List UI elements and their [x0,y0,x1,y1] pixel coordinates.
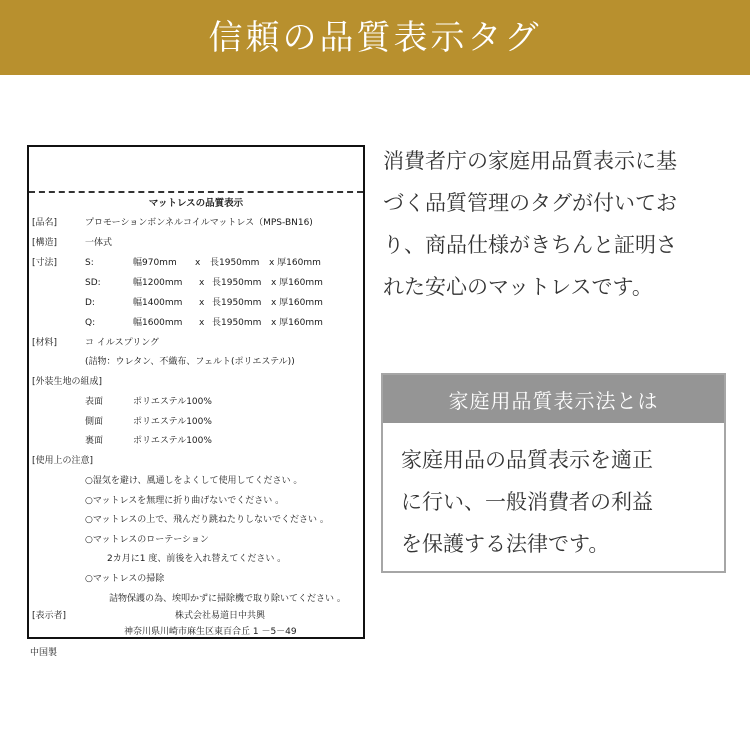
law-box-line: 家庭用品の品質表示を適正 [401,448,653,472]
product-name-label: [品名] [32,218,58,228]
fabric-value: ポリエステル100% [133,417,212,427]
description-line: れた安心のマットレスです。 [383,275,653,299]
law-box-line: を保護する法律です。 [401,532,610,556]
dim-x: x [199,298,205,308]
caution-item: ○マットレスを無理に折り曲げないでください 。 [85,496,285,506]
law-box-title: 家庭用品質表示法とは [383,375,724,423]
fabric-value: ポリエステル100% [133,436,212,446]
tag-title: マットレスの品質表示 [148,198,244,209]
dim-size: D: [85,298,95,308]
dim-thickness: x 厚160mm [271,278,323,288]
product-name-value: プロモーションボンネルコイルマットレス（MPS-BN16) [85,218,313,228]
fabric-part: 裏面 [85,436,104,446]
description-line: づく品質管理のタグが付いてお [383,191,677,215]
dim-length: 長1950mm [212,278,262,288]
material-value: コ イルスプリング [85,338,160,348]
dim-width: 幅970mm [133,258,177,268]
tag-dashed-divider [29,191,363,193]
caution-item: ○マットレスのローテーション [85,535,209,545]
law-box-body [383,423,724,565]
dimensions-label: [寸法] [32,258,58,268]
law-info-box [381,373,726,573]
law-box-line: に行い、一般消費者の利益 [401,490,653,514]
made-in-label: 中国製 [30,648,58,658]
labeler-label: [表示者] [32,611,67,621]
caution-label: [使用上の注意] [32,456,94,466]
caution-item: ○マットレスの掃除 [85,574,165,584]
quality-tag [27,145,365,639]
dim-size: S: [85,258,94,268]
dim-thickness: x 厚160mm [271,298,323,308]
fabric-part: 表面 [85,397,104,407]
dim-x: x [195,258,201,268]
description-text [383,140,728,308]
description-line: り、商品仕様がきちんと証明さ [383,233,677,257]
structure-label: [構造] [32,238,58,248]
description-line: 消費者庁の家庭用品質表示に基 [383,149,677,173]
fabric-part: 側面 [85,417,104,427]
caution-item: ○湿気を避け、風通しをよくして使用してください 。 [85,476,303,486]
dim-width: 幅1600mm [133,318,183,328]
dim-length: 長1950mm [212,298,262,308]
dim-thickness: x 厚160mm [269,258,321,268]
structure-value: 一体式 [85,238,113,248]
caution-item: ○マットレスの上で、飛んだり跳ねたりしないでください 。 [85,515,329,525]
dim-size: Q: [85,318,96,328]
header-bar [0,0,750,75]
dim-size: SD: [85,278,101,288]
material-filling: (詰物：ウレタン、不織布、フェルト(ポリエステル)) [85,357,295,367]
caution-item: 詰物保護の為、埃叩かずに掃除機で取り除いてください 。 [109,594,346,604]
material-label: [材料] [32,338,58,348]
fabric-value: ポリエステル100% [133,397,212,407]
labeler-company: 株式会社易道日中共興 [175,611,266,621]
dim-length: 長1950mm [212,318,262,328]
page-title: 信頼の品質表示タグ [208,17,542,58]
caution-item: 2カ月に1 度、前後を入れ替えてください 。 [107,554,287,564]
dim-x: x [199,318,205,328]
dim-x: x [199,278,205,288]
dim-width: 幅1200mm [133,278,183,288]
fabric-label: [外装生地の組成] [32,377,103,387]
dim-width: 幅1400mm [133,298,183,308]
dim-length: 長1950mm [210,258,260,268]
labeler-address: 神奈川県川崎市麻生区東百合丘 1 －5－49 [124,627,297,637]
dim-thickness: x 厚160mm [271,318,323,328]
